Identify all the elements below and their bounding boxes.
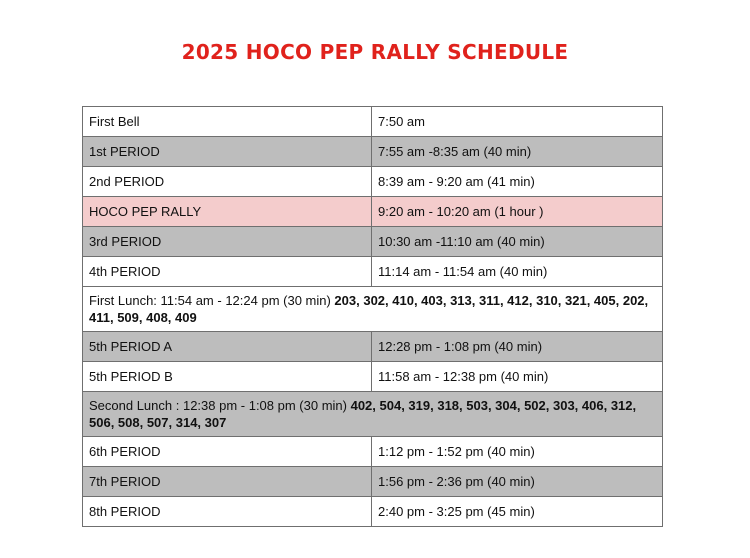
period-name: 2nd PERIOD <box>83 167 372 197</box>
table-row <box>83 227 663 257</box>
table-row <box>83 167 663 197</box>
table-row <box>83 137 663 167</box>
period-time: 2:40 pm - 3:25 pm (45 min) <box>372 497 663 527</box>
period-name: 7th PERIOD <box>83 467 372 497</box>
period-name: 5th PERIOD B <box>83 362 372 392</box>
lunch-time: First Lunch: 11:54 am - 12:24 pm (30 min) <box>89 293 335 308</box>
period-time: 12:28 pm - 1:08 pm (40 min) <box>372 332 663 362</box>
table-row <box>83 362 663 392</box>
second-lunch-cell <box>83 392 663 437</box>
page-title: 2025 HOCO PEP RALLY SCHEDULE <box>181 40 569 64</box>
table-row <box>83 497 663 527</box>
period-time: 1:12 pm - 1:52 pm (40 min) <box>372 437 663 467</box>
schedule-table <box>82 106 663 527</box>
table-row <box>83 332 663 362</box>
table-row-pep-rally <box>83 197 663 227</box>
lunch-rooms: 203, 302, 410, 403, 313, 311, 412, 310, 321, 405, 202, 411, 509, 408, 409 <box>89 293 649 325</box>
table-row-second-lunch <box>83 392 663 437</box>
period-name: HOCO PEP RALLY <box>83 197 372 227</box>
period-name: 4th PERIOD <box>83 257 372 287</box>
period-time: 1:56 pm - 2:36 pm (40 min) <box>372 467 663 497</box>
period-time: 10:30 am -11:10 am (40 min) <box>372 227 663 257</box>
table-row <box>83 257 663 287</box>
period-name: 3rd PERIOD <box>83 227 372 257</box>
period-name: 5th PERIOD A <box>83 332 372 362</box>
period-time: 11:14 am - 11:54 am (40 min) <box>372 257 663 287</box>
lunch-time: Second Lunch : 12:38 pm - 1:08 pm (30 min) <box>89 398 351 413</box>
table-row <box>83 437 663 467</box>
table-row <box>83 107 663 137</box>
period-time: 8:39 am - 9:20 am (41 min) <box>372 167 663 197</box>
period-name: 1st PERIOD <box>83 137 372 167</box>
period-time: 7:55 am -8:35 am (40 min) <box>372 137 663 167</box>
period-name: 8th PERIOD <box>83 497 372 527</box>
period-time: 7:50 am <box>372 107 663 137</box>
table-row-first-lunch <box>83 287 663 332</box>
table-row <box>83 467 663 497</box>
period-name: 6th PERIOD <box>83 437 372 467</box>
first-lunch-cell <box>83 287 663 332</box>
period-time: 9:20 am - 10:20 am (1 hour ) <box>372 197 663 227</box>
lunch-rooms: 402, 504, 319, 318, 503, 304, 502, 303, 406, 312, 506, 508, 507, 314, 307 <box>89 398 637 430</box>
period-time: 11:58 am - 12:38 pm (40 min) <box>372 362 663 392</box>
period-name: First Bell <box>83 107 372 137</box>
